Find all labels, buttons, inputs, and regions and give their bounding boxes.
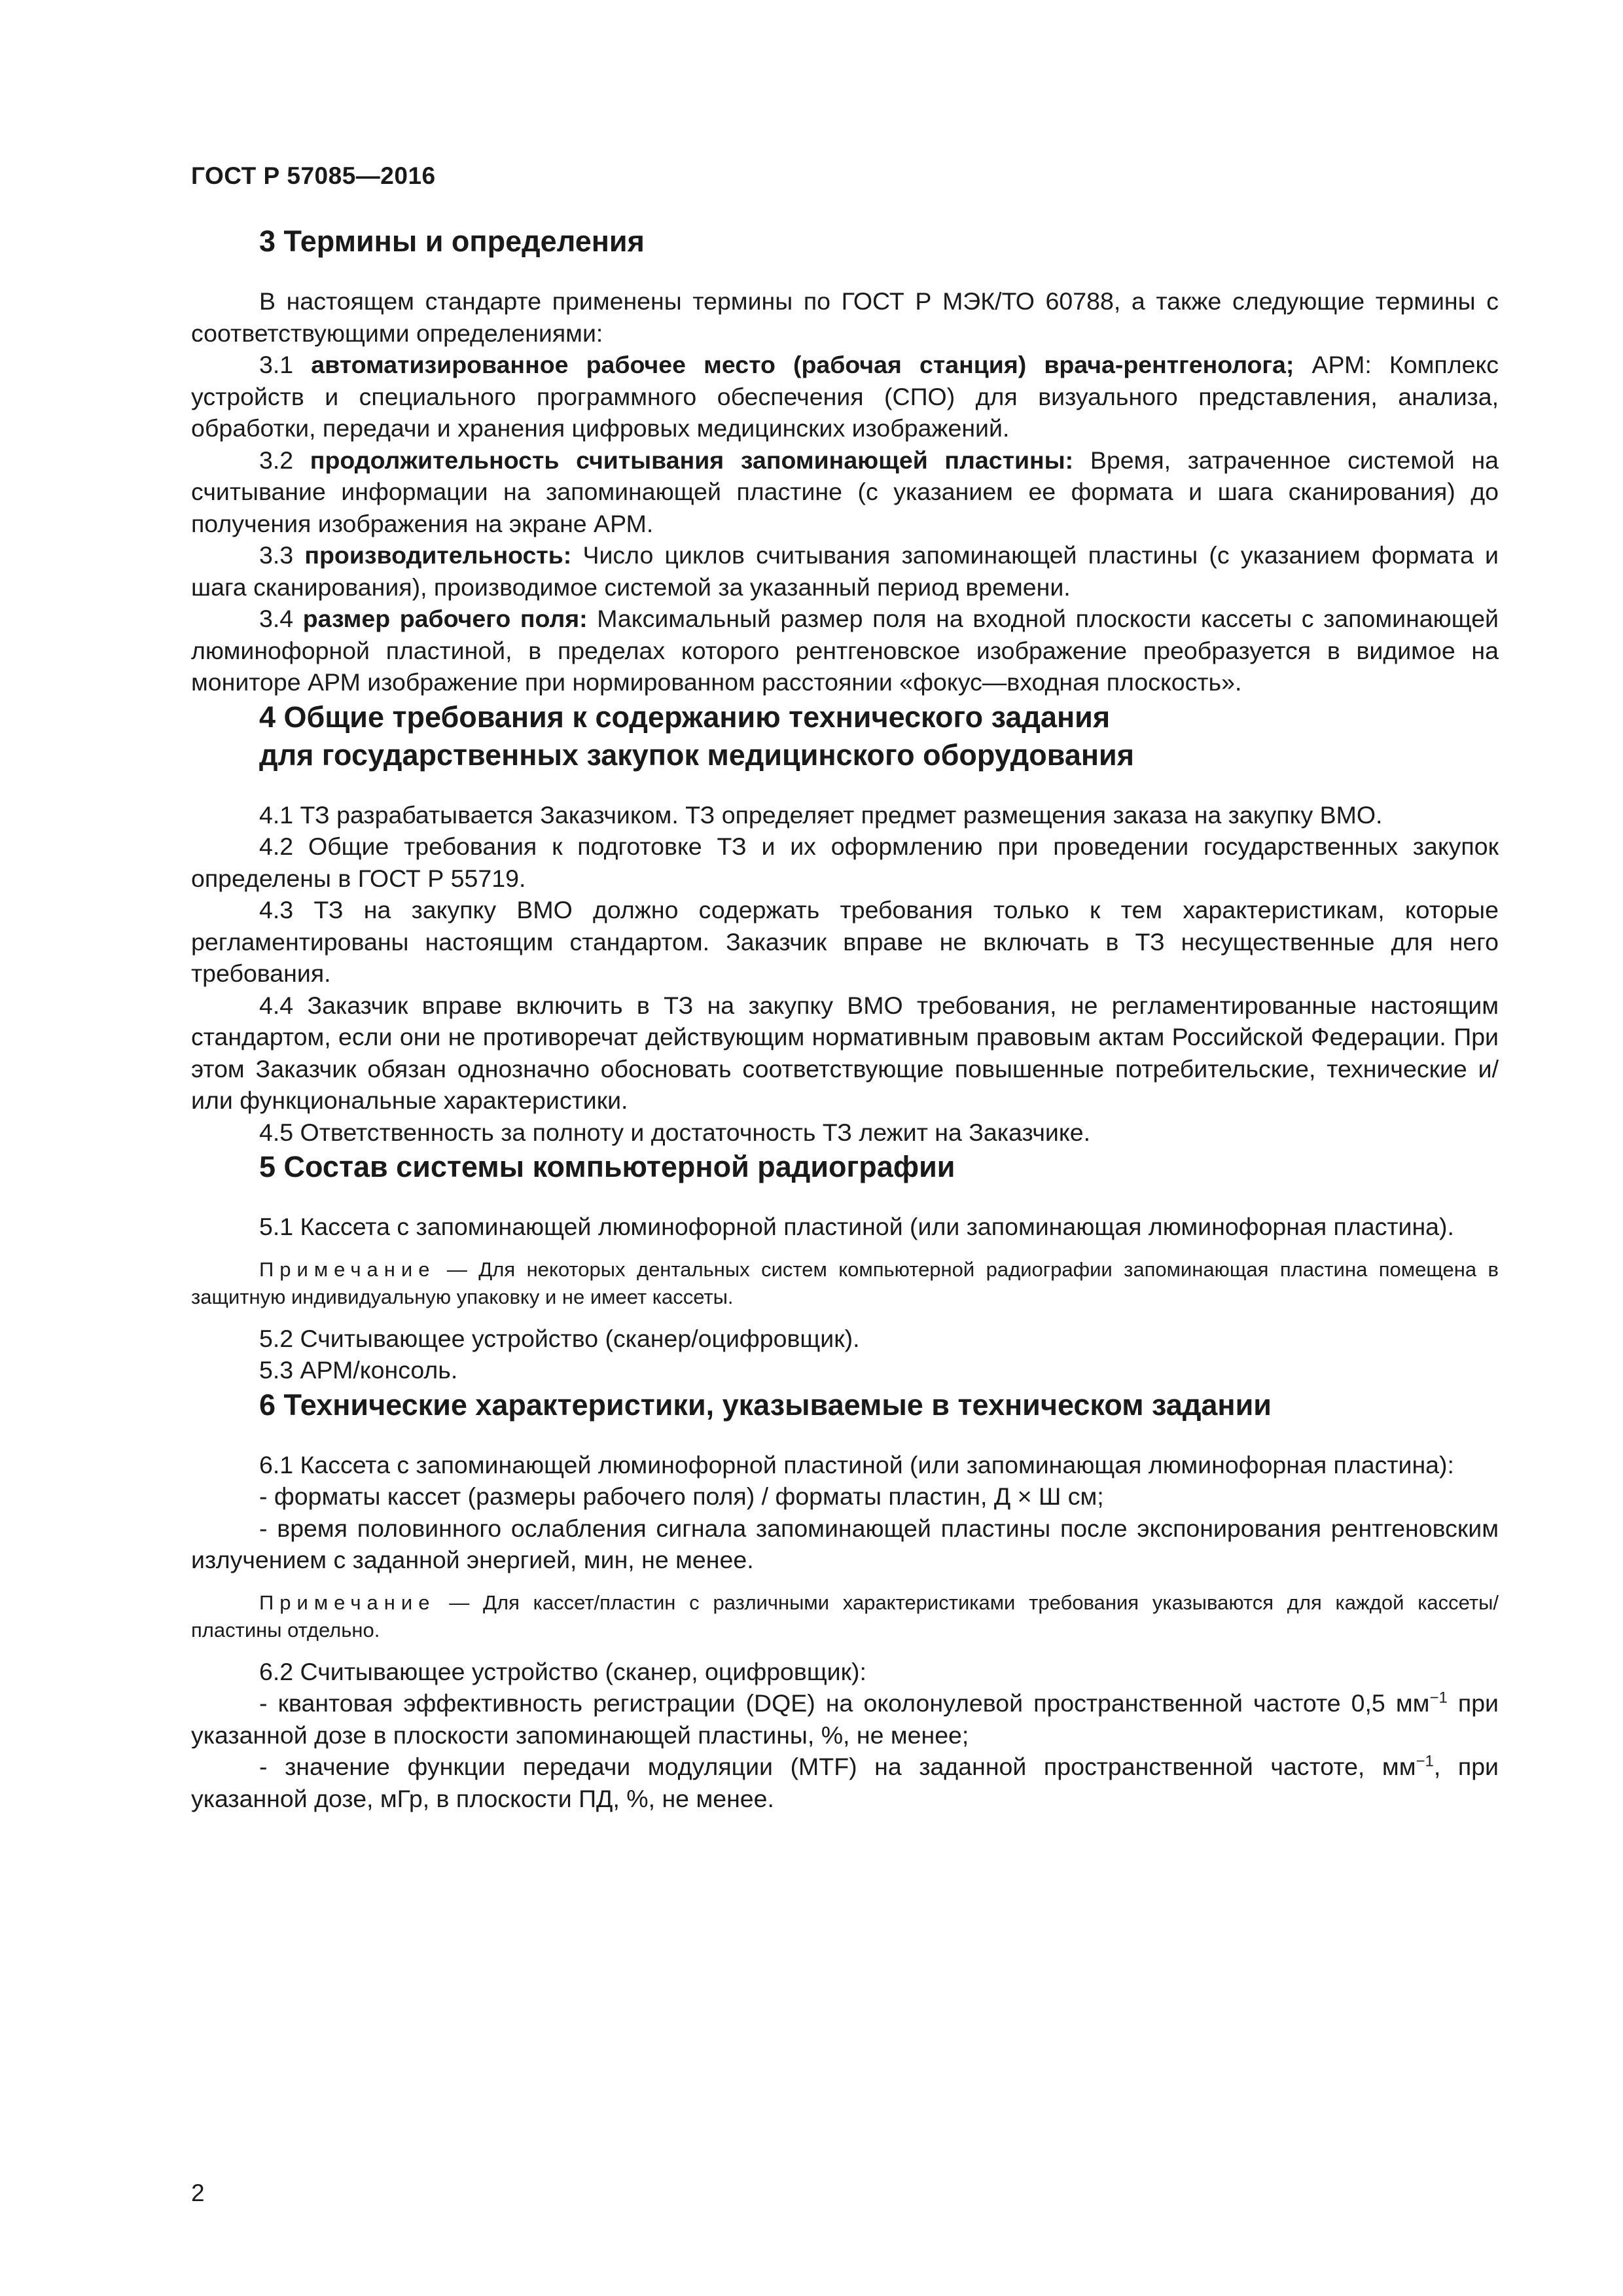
section-4-title	[191, 698, 1499, 774]
note-text: — Для некоторых дентальных систем компьютерной радиографии запоминающая пластина помещена в защитную индивидуальную упаковку и не имеет кассеты.	[191, 1257, 1499, 1308]
clause-6-1: 6.1 Кассета с запоминающей люминофорной пластиной (или запоминающая люминофорная пластина):	[259, 1450, 1454, 1479]
definition-text: Время, затраченное системой на считывание информации на запоминающей пластине (с указанием ее формата и шага сканирования) до получения изображения на экране АРМ.	[191, 446, 1499, 537]
clause-4-5: 4.5 Ответственность за полноту и достаточность ТЗ лежит на Заказчике.	[259, 1118, 1090, 1146]
section-3-intro: В настоящем стандарте применены термины по ГОСТ Р МЭК/ТО 60788, а также следующие термины с соответствующими определениями:	[191, 287, 1499, 347]
definition-text: Число циклов считывания запоминающей пластины (с указанием формата и шага сканирования), производимое системой за указанный период времени.	[191, 541, 1499, 601]
definition-3-4	[191, 603, 1499, 698]
clause-4-2: 4.2 Общие требования к подготовке ТЗ и их оформлению при проведении государственных закупок определены в ГОСТ Р 55719.	[191, 833, 1499, 892]
section-4-title-line-2: для государственных закупок медицинского оборудования	[259, 738, 1134, 772]
definition-text: АРМ: Комплекс устройств и специального программного обеспечения (СПО) для визуального представления, анализа, обработки, передачи и хранения цифровых медицинских изображений.	[191, 351, 1499, 442]
section-5-title: 5 Состав системы компьютерной радиографии	[259, 1150, 955, 1183]
clause-4-4: 4.4 Заказчик вправе включить в ТЗ на закупку ВМО требования, не регламентированные настоящим стандартом, если они не противоречат действующим нормативным правовым актам Российской Федерации. При этом Заказчик обязан однозначно обосновать соответствующие повышенные потребительские, технические и/или функциональные характеристики.	[191, 991, 1499, 1114]
term: продолжительность считывания запоминающей пластины:	[310, 446, 1074, 474]
term: размер рабочего поля:	[302, 605, 588, 632]
definition-3-1	[191, 349, 1499, 444]
term: автоматизированное рабочее место (рабочая станция) врача-рентгенолога;	[311, 351, 1294, 378]
clause-number: 3.1	[259, 351, 294, 378]
clause-4-1: 4.1 ТЗ разрабатывается Заказчиком. ТЗ определяет предмет размещения заказа на закупку ВМО.	[259, 800, 1383, 829]
section-3-title: 3 Термины и определения	[259, 224, 645, 258]
note-label: Примечание	[259, 1257, 436, 1281]
list-item-6-1-a: - форматы кассет (размеры рабочего поля) / форматы пластин, Д × Ш см;	[259, 1482, 1104, 1510]
definition-3-2	[191, 444, 1499, 540]
document-body	[191, 223, 1499, 1814]
section-4-title-line-1: 4 Общие требования к содержанию технического задания	[259, 700, 1111, 734]
clause-5-2: 5.2 Считывающее устройство (сканер/оцифровщик).	[259, 1324, 860, 1352]
clause-4-3: 4.3 ТЗ на закупку ВМО должно содержать требования только к тем характеристикам, которые регламентированы настоящим стандартом. Заказчик вправе не включать в ТЗ несущественные для него требования.	[191, 896, 1499, 987]
note-label: Примечание	[259, 1590, 436, 1614]
clause-number: 3.3	[259, 541, 294, 569]
clause-5-3: 5.3 АРМ/консоль.	[259, 1356, 458, 1384]
clause-5-1: 5.1 Кассета с запоминающей люминофорной пластиной (или запоминающая люминофорная пластина).	[259, 1213, 1454, 1240]
list-item-6-1-b: - время половинного ослабления сигнала запоминающей пластины после экспонирования рентгеновским излучением с заданной энергией, мин, не менее.	[191, 1514, 1499, 1573]
term: производительность:	[304, 541, 572, 569]
definition-text: Максимальный размер поля на входной плоскости кассеты с запоминающей люминофорной пластиной, в пределах которого рентгеновское изображение преобразуется в видимое на мониторе АРМ изображение при нормированном расстоянии «фокус—входная плоскость».	[191, 605, 1499, 696]
definition-3-3	[191, 539, 1499, 603]
clause-6-2: 6.2 Считывающее устройство (сканер, оцифровщик):	[259, 1657, 866, 1685]
page-number: 2	[191, 2179, 205, 2206]
standard-code-header: ГОСТ Р 57085—2016	[191, 162, 436, 189]
section-6-title: 6 Технические характеристики, указываемые в техническом задании	[259, 1388, 1272, 1422]
note-6	[191, 1589, 1499, 1644]
note-5	[191, 1256, 1499, 1311]
list-item-6-2-b: - значение функции передачи модуляции (MTF) на заданной пространственной частоте, $мм^{-1}$, при указанной дозе, мГр, в плоскости ПД, %, не менее.	[191, 1752, 1499, 1812]
note-text: — Для кассет/пластин с различными характеристиками требования указываются для каждой кассеты/пластины отдельно.	[191, 1590, 1499, 1641]
clause-number: 3.2	[259, 446, 294, 474]
clause-number: 3.4	[259, 605, 294, 632]
list-item-6-2-a: - квантовая эффективность регистрации (DQE) на околонулевой пространственной частоте 0,5 $мм^{-1}$ при указанной дозе в плоскости запоминающей пластины, %, не менее;	[191, 1689, 1499, 1749]
